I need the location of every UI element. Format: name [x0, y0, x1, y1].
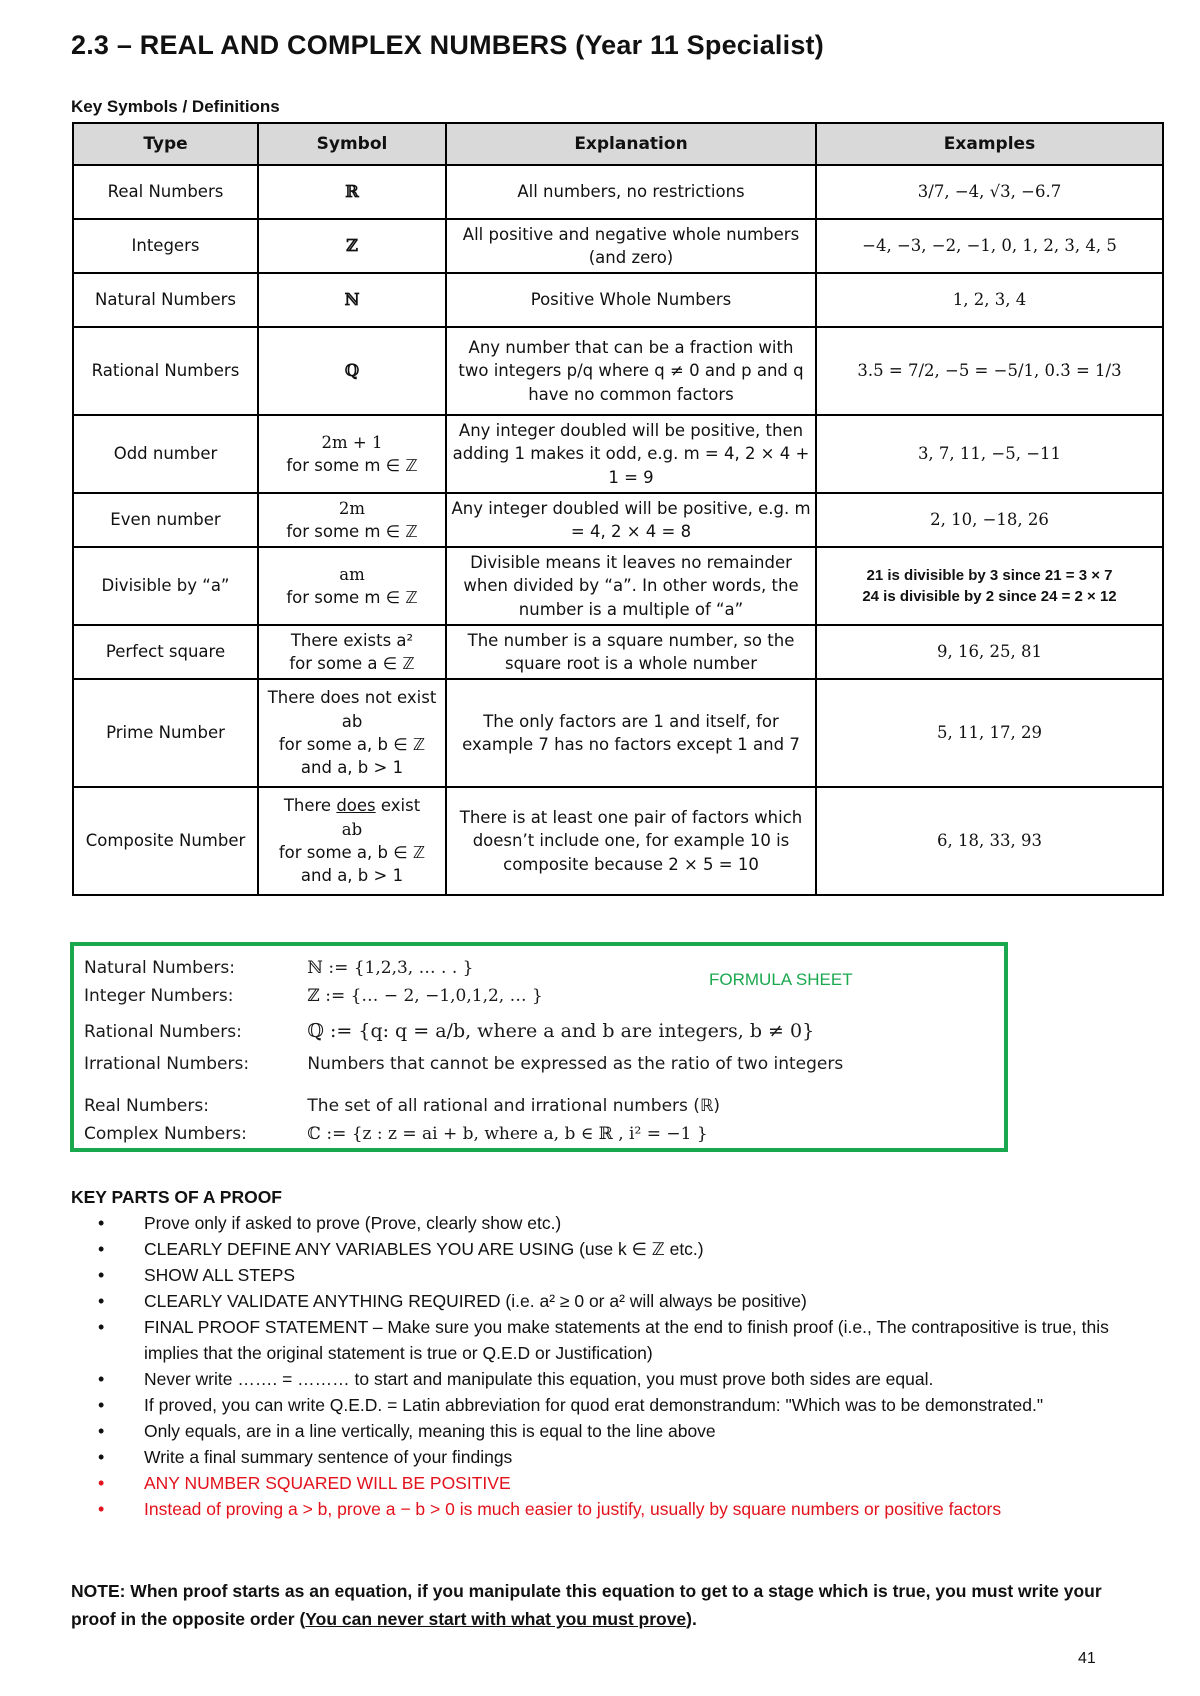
symbol-note: for some m ∈ ℤ	[286, 456, 418, 475]
definitions-table	[72, 122, 1164, 896]
cell-symbol	[258, 547, 446, 625]
cell-examples: 1, 2, 3, 4	[816, 273, 1163, 327]
symbol-note: for some a, b ∈ ℤ	[278, 843, 426, 862]
cell-explanation: Any integer doubled will be positive, then adding 1 makes it odd, e.g. m = 4, 2 × 4 + 1 = 9	[446, 415, 816, 493]
cell-symbol: ℕ	[258, 273, 446, 327]
cell-explanation: Divisible means it leaves no remainder when divided by “a”. In other words, the number is a multiple of “a”	[446, 547, 816, 625]
list-item: • Only equals, are in a line vertically, meaning this is equal to the line above	[144, 1418, 1154, 1444]
cell-explanation: Any number that can be a fraction with two integers p/q where q ≠ 0 and p and q have no common factors	[446, 327, 816, 415]
formula-row	[84, 1096, 720, 1116]
cell-symbol	[258, 787, 446, 895]
table-subtitle: Key Symbols / Definitions	[71, 97, 280, 116]
cell-symbol	[258, 679, 446, 787]
cell-explanation: All positive and negative whole numbers (and zero)	[446, 219, 816, 273]
cell-symbol	[258, 625, 446, 679]
table-row	[73, 787, 1163, 895]
note-lead: NOTE: When proof starts as an equation, if you manipulate this equation to get to a stage which is true, you must write your proof in the opposite order (	[71, 1581, 1102, 1629]
table-row	[73, 493, 1163, 547]
list-item: • Never write ……. = ……… to start and manipulate this equation, you must prove both sides are equal.	[144, 1366, 1154, 1392]
cell-symbol: ℤ	[258, 219, 446, 273]
header-symbol: Symbol	[258, 123, 446, 165]
cell-type: Composite Number	[73, 787, 258, 895]
formula-value: ℕ := {1,2,3, … . . }	[307, 958, 474, 978]
formula-row	[84, 958, 473, 978]
symbol-expression: ab	[341, 819, 363, 839]
cell-type: Divisible by “a”	[73, 547, 258, 625]
table-row	[73, 415, 1163, 493]
table-row	[73, 219, 1163, 273]
cell-examples: 3/7, −4, √3, −6.7	[816, 165, 1163, 219]
formula-label: Complex Numbers:	[84, 1124, 247, 1144]
cell-examples: 3, 7, 11, −5, −11	[816, 415, 1163, 493]
cell-explanation: The only factors are 1 and itself, for example 7 has no factors except 1 and 7	[446, 679, 816, 787]
formula-label: Real Numbers:	[84, 1096, 209, 1116]
proof-heading: KEY PARTS OF A PROOF	[71, 1187, 282, 1207]
formula-label: Natural Numbers:	[84, 958, 235, 978]
symbol-note: and a, b > 1	[300, 758, 404, 778]
cell-explanation: The number is a square number, so the square root is a whole number	[446, 625, 816, 679]
cell-explanation: Positive Whole Numbers	[446, 273, 816, 327]
cell-examples: 6, 18, 33, 93	[816, 787, 1163, 895]
example-line: 21 is divisible by 3 since 21 = 3 × 7	[866, 566, 1113, 584]
symbol-note: and a, b > 1	[300, 866, 404, 886]
list-item: • Instead of proving a > b, prove a − b > 0 is much easier to justify, usually by square numbers or positive factors	[144, 1496, 1154, 1522]
cell-symbol	[258, 493, 446, 547]
cell-type: Prime Number	[73, 679, 258, 787]
cell-examples: 2, 10, −18, 26	[816, 493, 1163, 547]
symbol-expression: There does not exist ab	[267, 688, 437, 731]
formula-value: ℤ := {… − 2, −1,0,1,2, … }	[307, 986, 543, 1006]
example-line: 24 is divisible by 2 since 24 = 2 × 12	[862, 588, 1117, 605]
cell-type: Natural Numbers	[73, 273, 258, 327]
header-explanation: Explanation	[446, 123, 816, 165]
list-item: • SHOW ALL STEPS	[144, 1262, 1154, 1288]
formula-label: Irrational Numbers:	[84, 1054, 250, 1074]
symbol-note: for some a ∈ ℤ	[289, 654, 415, 673]
cell-examples	[816, 547, 1163, 625]
formula-row	[84, 1124, 708, 1144]
symbol-underlined: does	[336, 796, 376, 816]
symbol-expression: There exists a²	[290, 630, 414, 650]
cell-explanation: Any integer doubled will be positive, e.g. m = 4, 2 × 4 = 8	[446, 493, 816, 547]
list-item: • If proved, you can write Q.E.D. = Latin abbreviation for quod erat demonstrandum: "Which was to be demonstrated."	[144, 1392, 1154, 1418]
table-row	[73, 625, 1163, 679]
formula-value: The set of all rational and irrational numbers (ℝ)	[307, 1096, 721, 1116]
cell-examples: 5, 11, 17, 29	[816, 679, 1163, 787]
header-examples: Examples	[816, 123, 1163, 165]
symbol-expression: 2m	[338, 498, 366, 518]
symbol-note: for some m ∈ ℤ	[286, 588, 418, 607]
table-row	[73, 679, 1163, 787]
list-item: • FINAL PROOF STATEMENT – Make sure you make statements at the end to finish proof (i.e., The contrapositive is true, this implies that the original statement is true or Q.E.D or Justification)	[144, 1314, 1154, 1366]
formula-row	[84, 986, 543, 1006]
symbol-expression-lead	[263, 794, 441, 817]
symbol-expression: am	[339, 564, 365, 584]
formula-sheet-tag: FORMULA SHEET	[709, 970, 853, 989]
cell-explanation: There is at least one pair of factors which doesn’t include one, for example 10 is composite because 2 × 5 = 10	[446, 787, 816, 895]
table-row	[73, 547, 1163, 625]
cell-type: Real Numbers	[73, 165, 258, 219]
proof-note	[71, 1577, 1111, 1633]
symbol-post: exist	[375, 796, 421, 816]
page-number: 41	[1078, 1650, 1096, 1667]
note-underlined: You can never start with what you must prove	[305, 1609, 687, 1629]
cell-type: Even number	[73, 493, 258, 547]
cell-type: Odd number	[73, 415, 258, 493]
cell-type: Perfect square	[73, 625, 258, 679]
table-row	[73, 327, 1163, 415]
cell-symbol: ℚ	[258, 327, 446, 415]
cell-examples: 3.5 = 7/2, −5 = −5/1, 0.3̇ = 1/3	[816, 327, 1163, 415]
formula-label: Rational Numbers:	[84, 1022, 242, 1042]
cell-examples: 9, 16, 25, 81	[816, 625, 1163, 679]
formula-value: ℚ := {q: q = a/b, where a and b are integers, b ≠ 0}	[307, 1020, 815, 1042]
list-item: • Prove only if asked to prove (Prove, clearly show etc.)	[144, 1210, 1154, 1236]
list-item: • CLEARLY VALIDATE ANYTHING REQUIRED (i.e. a² ≥ 0 or a² will always be positive)	[144, 1288, 1154, 1314]
page-title: 2.3 – REAL AND COMPLEX NUMBERS (Year 11 Specialist)	[71, 30, 824, 60]
table-row	[73, 165, 1163, 219]
table-row	[73, 273, 1163, 327]
cell-type: Rational Numbers	[73, 327, 258, 415]
symbol-note: for some m ∈ ℤ	[286, 522, 418, 541]
formula-sheet-box	[70, 942, 1008, 1152]
list-item: • ANY NUMBER SQUARED WILL BE POSITIVE	[144, 1470, 1154, 1496]
formula-label: Integer Numbers:	[84, 986, 234, 1006]
proof-list	[72, 1210, 1154, 1522]
cell-examples: −4, −3, −2, −1, 0, 1, 2, 3, 4, 5	[816, 219, 1163, 273]
formula-row	[84, 1020, 814, 1042]
symbol-note: for some a, b ∈ ℤ	[278, 735, 426, 754]
symbol-pre: There	[283, 796, 337, 816]
header-type: Type	[73, 123, 258, 165]
cell-explanation: All numbers, no restrictions	[446, 165, 816, 219]
cell-type: Integers	[73, 219, 258, 273]
table-header-row	[73, 123, 1163, 165]
formula-value: Numbers that cannot be expressed as the ratio of two integers	[307, 1054, 844, 1074]
symbol-expression: 2m + 1	[321, 432, 383, 452]
cell-symbol	[258, 415, 446, 493]
list-item: • Write a final summary sentence of your findings	[144, 1444, 1154, 1470]
note-tail: ).	[686, 1609, 697, 1629]
formula-row	[84, 1054, 843, 1074]
formula-value: ℂ := {z : z = ai + b, where a, b ∈ ℝ , i² = −1 }	[307, 1124, 708, 1144]
cell-symbol: ℝ	[258, 165, 446, 219]
list-item: • CLEARLY DEFINE ANY VARIABLES YOU ARE USING (use k ∈ ℤ etc.)	[144, 1236, 1154, 1262]
